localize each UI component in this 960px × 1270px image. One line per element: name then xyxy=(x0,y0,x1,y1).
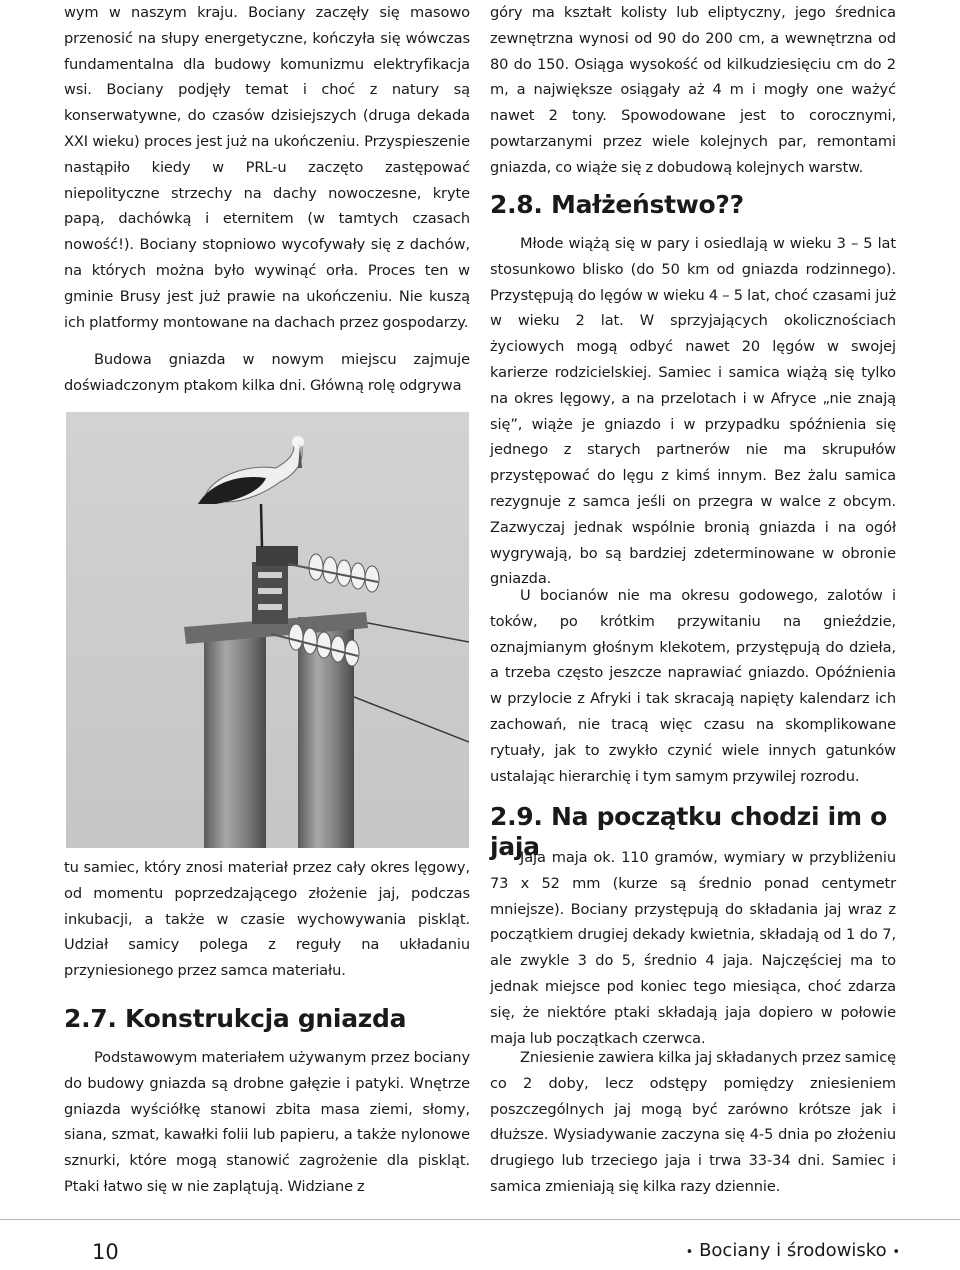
bullet-icon: • xyxy=(892,1245,900,1260)
body-paragraph: Budowa gniazda w nowym miejscu zajmuje doświadczonym ptakom kilka dni. Główną rolę odgrywa xyxy=(64,351,470,394)
body-paragraph: Zniesienie zawiera kilka jaj składanych przez samicę co 2 doby, lecz odstępy pomiędzy zniesieniem poszczególnych jaj mogą być zarówno krótsze jak i dłuższe. Wysiadywanie zaczyna się 4-5 dnia po złożeniu drugiego lub trzeciego jaja i trwa 33-34 dni. Samiec i samica zmieniają się kilka razy dziennie. xyxy=(490,1049,896,1195)
body-paragraph: Jaja maja ok. 110 gramów, wymiary w przybliżeniu 73 x 52 mm (kurze są średnio ponad centymetr mniejsze). Bociany przystępują do składania jaj wraz z początkiem drugiej dekady kwietnia, składają od 1 do 7, ale zwykle 3 do 5, średnio 4 jaja. Najczęściej ma to jednak miejsce pod koniec tego miesiąca, choć zdarza się, że niektóre ptaki składają jaja dopiero w połowie maja lub początkach czerwca. xyxy=(490,849,896,1047)
page-number: 10 xyxy=(92,1240,119,1264)
section-heading: 2.7. Konstrukcja gniazda xyxy=(64,1004,407,1033)
body-paragraph: U bocianów nie ma okresu godowego, zalotów i toków, po krótkim przywitaniu na gnieździe, oznajmianym głośnym klekotem, przystępują do dzieła, a trzeba często jeszcze naprawiać gniazdo. Opóźnienia w przylocie z Afryki i tak skracają napięty kalendarz ich zachowań, nie tracą więc czasu na skomplikowane rytuały, jak to zwykło czynić wiele innych gatunków ustalając hierarchię i tym samym przywilej rozrodu. xyxy=(490,587,896,785)
body-paragraph: tu samiec, który znosi materiał przez cały okres lęgowy, od momentu poprzedzającego złożenie jaj, podczas inkubacji, a także w czasie wychowywania piskląt. Udział samicy polega z reguły na układaniu przyniesionego przez samca materiału. xyxy=(64,859,470,980)
running-footer xyxy=(686,1240,900,1261)
body-paragraph: Młode wiążą się w pary i osiedlają w wieku 3 – 5 lat stosunkowo blisko (do 50 km od gniazda rodzinnego). Przystępują do lęgów w wieku 4 – 5 lat, choć czasami już w wieku 2 lat. W sprzyjających okolicznościach życiowych mogą odbyć nawet 20 lęgów w swojej karierze rodzicielskiej. Samiec i samica wiążą się tylko na okres lęgowy, a na przelotach i w Afryce „nie znają się”, wiąże je gniazdo i w przypadku spóźnienia się jednego z starych partnerów nie ma skrupułów przystępować do lęgu z kimś innym. Bez żalu samica rezygnuje z samca jeśli on przegra w walce z obcym. Zazwyczaj jednak wspólnie bronią gniazda i na ogół wygrywają, bo są bardziej zdeterminowane w obronie gniazda. xyxy=(490,235,896,588)
body-paragraph: góry ma kształt kolisty lub eliptyczny, jego średnica zewnętrzna wynosi od 90 do 200 cm, a wewnętrzna od 80 do 150. Osiąga wysokość od kilkudziesięciu cm do 2 m, a największe osiągały aż 4 m i mogły one ważyć nawet 2 tony. Spowodowane jest to corocznymi, powtarzanymi przez wiele kolejnych par, remontami gniazda, co wiąże się z dobudową kolejnych warstw. xyxy=(490,4,896,176)
stork-photo xyxy=(66,412,469,848)
section-heading: 2.9. Na początku chodzi im o jaja xyxy=(490,802,887,861)
bullet-icon: • xyxy=(685,1245,694,1260)
body-paragraph: wym w naszym kraju. Bociany zaczęły się masowo przenosić na słupy energetyczne, kończyła się wówczas fundamentalna dla budowy komunizmu elektryfikacja wsi. Bociany podjęły temat i choć z natury są konserwatywne, do czasów dzisiejszych (druga dekada XXI wieku) proces jest już na ukończeniu. Przyspieszenie nastąpiło kiedy w PRL-u zaczęto zastępować niepolityczne strzechy na dachy nowoczesne, kryte papą, dachówką i eternitem (w tamtych czasach nowość!). Bociany stopniowo wycofywały się z dachów, na których można było wywinąć orła. Proces ten w gminie Brusy jest już prawie na ukończeniu. Nie kuszą ich platformy montowane na dachach przez gospodarzy. xyxy=(64,4,470,331)
section-heading: 2.8. Małżeństwo?? xyxy=(490,190,744,219)
publication-title: Bociany i środowisko xyxy=(699,1240,887,1261)
footer-divider xyxy=(0,1219,960,1220)
body-paragraph: Podstawowym materiałem używanym przez bociany do budowy gniazda są drobne gałęzie i patyki. Wnętrze gniazda wyściółkę stanowi zbita masa ziemi, słomy, siana, szmat, kawałki folii lub papieru, a także nylonowe sznurki, które mogą stanowić zagrożenie dla piskląt. Ptaki łatwo się w nie zaplątują. Widziane z xyxy=(64,1049,470,1195)
stork-on-pole-illustration xyxy=(66,412,469,848)
